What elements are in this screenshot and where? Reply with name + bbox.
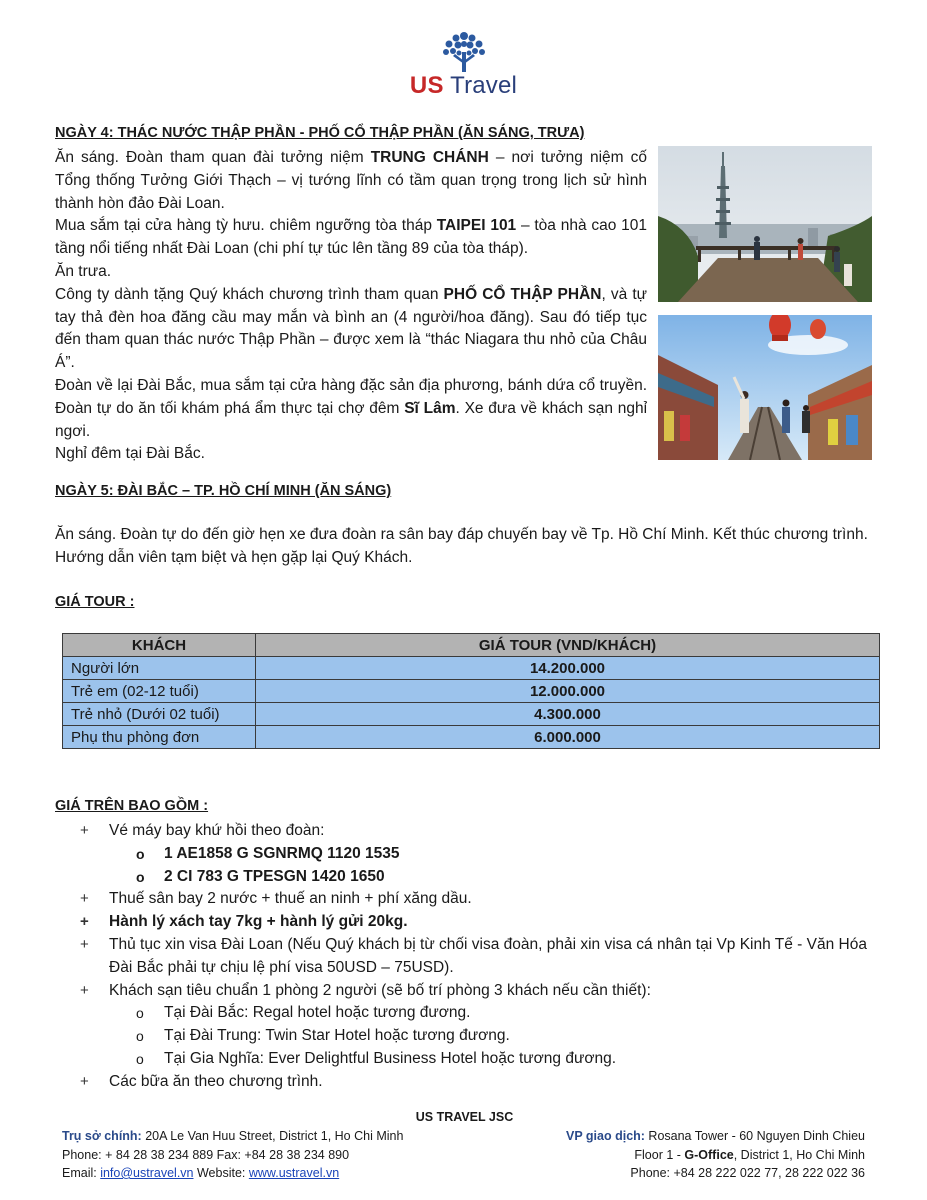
day5-title: NGÀY 5: ĐÀI BẮC – TP. HỒ CHÍ MINH (ĂN SÁNG) [55,483,392,499]
list-item: + Khách sạn tiêu chuẩn 1 phòng 2 người (sẽ bố trí phòng 3 khách nếu cần thiết): [80,980,880,1003]
office-phone: Phone: +84 28 222 022 77, 28 222 022 36 [630,1166,865,1180]
office-floor: Floor 1 - G-Office, District 1, Ho Chi Minh [634,1147,865,1162]
hotel-item: o Tại Đài Trung: Twin Star Hotel hoặc tương đương. [80,1025,880,1048]
day4-paragraph: Ăn trưa. [55,262,112,280]
day4-paragraph: Công ty dành tặng Quý khách chương trình tham quan PHỐ CỔ THẬP PHẦN, và tự tay thả đèn hoa đăng cầu may mắn và bình an (4 người/hoa đăng). Sau đó tiếp tục đến tham quan thác nước Thập Phần – được xem là “thác Niagara thu nhỏ của Châu Á”. [55,285,648,372]
day4-title: NGÀY 4: THÁC NƯỚC THẬP PHẦN - PHỐ CỔ THẬP PHẦN (ĂN SÁNG, TRƯA) [55,125,585,141]
table-row [63,703,880,726]
day4-paragraph: Đoàn về lại Đài Bắc, mua sắm tại cửa hàng đặc sản địa phương, bánh dứa cổ truyền. Đoàn tự do ăn tối khám phá ẩm thực tại chợ đêm Sĩ Lâm. Xe đưa về khách sạn nghỉ ngơi. [55,376,648,440]
email-link[interactable]: info@ustravel.vn [100,1166,194,1180]
guest-type: Trẻ nhỏ (Dưới 02 tuổi) [63,703,256,726]
hq-address: Trụ sở chính: 20A Le Van Huu Street, District 1, Ho Chi Minh [62,1129,404,1143]
table-row [63,726,880,749]
price-value: 14.200.000 [256,657,880,680]
tree-icon [441,30,487,74]
guest-type: Phụ thu phòng đơn [63,726,256,749]
day5-description [55,524,875,570]
guest-type: Trẻ em (02-12 tuổi) [63,680,256,703]
footer-office [470,1127,865,1183]
hq-contact: Email: info@ustravel.vn Website: www.ustravel.vn [62,1166,340,1180]
day5-paragraph: Ăn sáng. Đoàn tự do đến giờ hẹn xe đưa đoàn ra sân bay đáp chuyến bay về Tp. Hồ Chí Minh. Kết thúc chương trình. Hướng dẫn viên tạm biệt và hẹn gặp lại Quý Khách. [55,526,868,566]
circle-bullet-icon: o [136,1005,144,1022]
plus-bullet-icon: + [80,1072,89,1090]
footer-company: US TRAVEL JSC [415,1110,514,1124]
list-item: + Thuế sân bay 2 nước + thuế an ninh + phí xăng dầu. [80,888,880,911]
guest-type: Người lớn [63,657,256,680]
flight-item: o 1 AE1858 G SGNRMQ 1120 1535 [80,843,880,866]
price-header-row [63,634,880,657]
flight-item: o 2 CI 783 G TPESGN 1420 1650 [80,866,880,889]
table-row [63,657,880,680]
plus-bullet-icon: + [80,935,89,953]
price-title: GIÁ TOUR : [55,594,135,610]
header-price: GIÁ TOUR (VND/KHÁCH) [256,634,880,657]
list-item: + Thủ tục xin visa Đài Loan (Nếu Quý khách bị từ chối visa đoàn, phải xin visa cá nhân tại Vp Kinh Tế - Văn Hóa Đài Bắc phải tự chịu lệ phí visa 50USD – 75USD). [80,935,867,976]
logo [0,30,927,100]
day4-paragraph: Ăn sáng. Đoàn tham quan đài tưởng niệm TRUNG CHÁNH – nơi tưởng niệm cố Tổng thống Tưởng Giới Thạch – vị tướng lĩnh có tầm quan trọng trong lịch sử hình thành hòn đảo Đài Loan. [55,149,648,212]
price-value: 6.000.000 [256,726,880,749]
circle-bullet-icon: o [136,868,145,885]
hotel-item: o Tại Gia Nghĩa: Ever Delightful Business Hotel hoặc tương đương. [80,1048,880,1071]
circle-bullet-icon: o [136,1028,144,1045]
plus-bullet-icon: + [80,981,89,999]
includes-list [80,820,880,1094]
includes-title: GIÁ TRÊN BAO GỒM : [55,798,209,814]
list-item: + Các bữa ăn theo chương trình. [80,1071,880,1094]
logo-wordmark: US Travel [409,72,518,99]
plus-bullet-icon: + [80,890,89,908]
circle-bullet-icon: o [136,1050,144,1067]
taipei-101-photo [658,146,872,302]
plus-bullet-icon: + [80,822,89,839]
hq-phone-fax: Phone: + 84 28 38 234 889 Fax: +84 28 38 234 890 [62,1147,350,1162]
footer-headquarters [62,1127,482,1183]
list-item: + Vé máy bay khứ hồi theo đoàn: [80,820,880,843]
table-row [63,680,880,703]
price-value: 12.000.000 [256,680,880,703]
day4-paragraph: Mua sắm tại cửa hàng tỳ hưu. chiêm ngưỡng tòa tháp TAIPEI 101 – tòa nhà cao 101 tầng nổi tiếng nhất Đài Loan (chi phí tự túc lên tầng 89 của tòa tháp). [55,217,647,258]
website-link[interactable]: www.ustravel.vn [248,1166,340,1180]
circle-bullet-icon: o [136,845,145,862]
hotel-item: o Tại Đài Bắc: Regal hotel hoặc tương đương. [80,1002,880,1025]
plus-bullet-icon: + [80,913,89,931]
header-guest: KHÁCH [63,634,256,657]
list-item: + Hành lý xách tay 7kg + hành lý gửi 20kg. [80,911,880,934]
price-table [62,633,880,749]
price-value: 4.300.000 [256,703,880,726]
day4-paragraph: Nghỉ đêm tại Đài Bắc. [55,445,205,463]
shifen-lantern-photo [658,315,872,460]
office-address: VP giao dịch: Rosana Tower - 60 Nguyen Dinh Chieu [566,1129,865,1143]
day4-description [55,147,647,466]
